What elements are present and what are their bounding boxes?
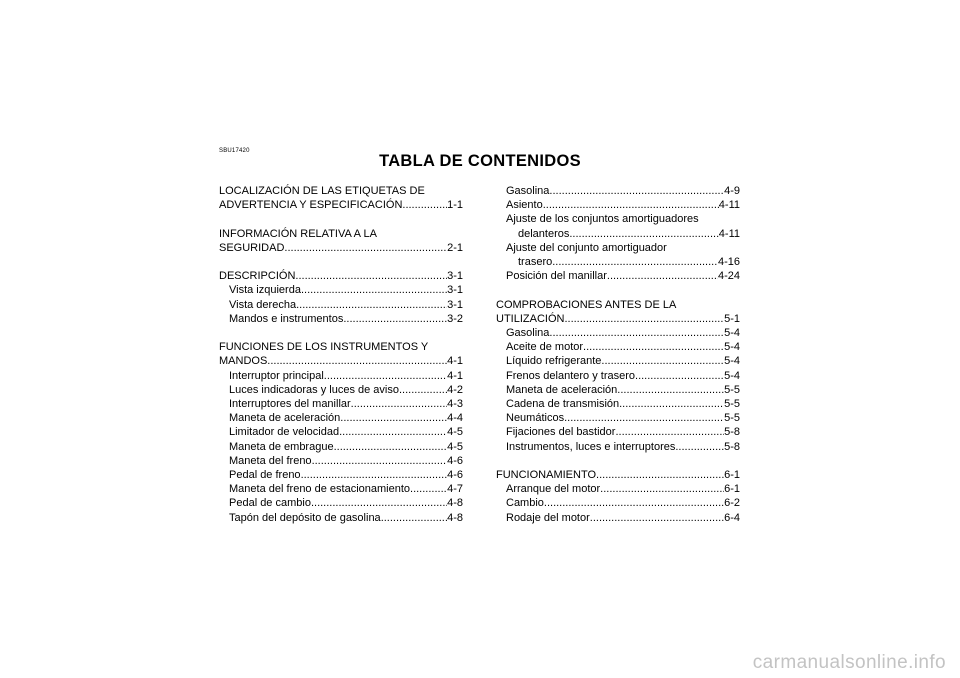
toc-line (219, 184, 463, 198)
toc-line (496, 397, 740, 411)
toc-dot-leader (552, 255, 718, 269)
toc-entry[interactable] (219, 369, 463, 383)
toc-line (219, 411, 463, 425)
toc-entry[interactable] (219, 411, 463, 425)
toc-dot-leader (312, 454, 448, 468)
toc-entry-title: Ajuste del conjunto amortiguador (506, 241, 667, 254)
toc-dot-leader (635, 369, 724, 383)
toc-dot-leader (564, 411, 724, 425)
toc-entry-title: Gasolina (506, 327, 550, 340)
toc-entry-title: Arranque del motor (506, 483, 601, 496)
toc-line (496, 511, 740, 525)
toc-dot-leader (617, 383, 724, 397)
toc-dot-leader (381, 511, 447, 525)
toc-dot-leader (410, 482, 447, 496)
toc-right-column (496, 184, 740, 525)
toc-entry-title: UTILIZACIÓN (496, 312, 565, 325)
toc-entry-title: Fijaciones del bastidor (506, 426, 616, 439)
toc-entry[interactable] (496, 326, 740, 340)
toc-dot-leader (343, 312, 447, 326)
toc-page-number: 3-2 (447, 312, 463, 325)
toc-entry[interactable] (496, 425, 740, 439)
toc-line (496, 411, 740, 425)
toc-entry[interactable] (496, 269, 740, 283)
toc-page-number: 4-5 (447, 440, 463, 453)
toc-line (219, 383, 463, 397)
toc-line (496, 212, 740, 226)
toc-line (496, 383, 740, 397)
toc-entry-title: delanteros (518, 227, 570, 240)
toc-dot-leader (590, 511, 724, 525)
toc-entry-title: Vista izquierda (229, 284, 301, 297)
toc-page-number: 4-8 (447, 511, 463, 524)
toc-page-number: 4-11 (718, 227, 740, 240)
toc-page-number: 4-16 (717, 256, 740, 269)
toc-line (219, 269, 463, 283)
toc-dot-leader (601, 354, 724, 368)
toc-page-number: 3-1 (447, 284, 463, 297)
toc-line (496, 184, 740, 198)
toc-line (219, 298, 463, 312)
toc-page-number: 5-4 (724, 355, 740, 368)
toc-entry-title: Cadena de transmisión (506, 398, 620, 411)
toc-entry[interactable] (219, 425, 463, 439)
toc-line (219, 227, 463, 241)
toc-line (496, 425, 740, 439)
toc-dot-leader (267, 354, 447, 368)
toc-page-number: 4-3 (447, 398, 463, 410)
toc-entry-title: Luces indicadoras y luces de aviso (229, 383, 399, 396)
toc-page-number: 6-1 (724, 483, 740, 496)
toc-entry[interactable] (219, 482, 463, 496)
toc-line (496, 227, 740, 241)
toc-page-number: 4-24 (717, 270, 740, 283)
toc-dot-leader (549, 184, 724, 198)
toc-entry-title: Rodaje del motor (506, 511, 590, 524)
toc-line (496, 354, 740, 368)
toc-entry-title: Maneta de embrague (229, 440, 334, 453)
toc-page-number: 3-1 (447, 298, 463, 311)
document-code: SBU17420 (219, 148, 250, 154)
toc-line (219, 440, 463, 454)
toc-entry-title: LOCALIZACIÓN DE LAS ETIQUETAS DE (219, 185, 425, 197)
toc-page-number: 4-4 (447, 412, 463, 425)
toc-entry-title: COMPROBACIONES ANTES DE LA (496, 298, 677, 311)
toc-entry[interactable] (219, 298, 463, 312)
toc-entry-title: INFORMACIÓN RELATIVA A LA (219, 227, 377, 240)
toc-dot-leader (619, 397, 724, 411)
toc-page-number: 4-9 (724, 185, 740, 197)
toc-entry-title: Posición del manillar (506, 270, 607, 283)
toc-page-number: 4-8 (447, 497, 463, 510)
toc-entry-title: Maneta de aceleración (229, 412, 341, 425)
toc-entry-title: Limitador de velocidad (229, 426, 340, 439)
toc-page-number: 1-1 (447, 199, 463, 212)
toc-dot-leader (295, 269, 447, 283)
toc-line (219, 283, 463, 297)
toc-entry-title: ADVERTENCIA Y ESPECIFICACIÓN (219, 199, 403, 212)
toc-entry[interactable] (496, 397, 740, 411)
toc-dot-leader (564, 312, 724, 326)
toc-page-number: 6-2 (724, 497, 740, 510)
toc-entry[interactable] (496, 184, 740, 198)
toc-entry[interactable] (496, 369, 740, 383)
toc-page-number: 5-5 (724, 383, 740, 396)
toc-entry[interactable] (496, 340, 740, 354)
toc-page-number: 4-1 (447, 355, 463, 368)
toc-entry-title: FUNCIONES DE LOS INSTRUMENTOS Y (219, 341, 429, 354)
toc-entry[interactable] (219, 184, 463, 212)
toc-line (496, 326, 740, 340)
toc-entry-title: Maneta del freno (229, 454, 312, 467)
toc-entry[interactable] (496, 411, 740, 425)
toc-line (219, 468, 463, 482)
toc-line (496, 241, 740, 255)
toc-entry-title: Ajuste de los conjuntos amortiguadores (506, 213, 699, 226)
toc-entry[interactable] (219, 283, 463, 297)
toc-entry[interactable] (496, 482, 740, 496)
toc-line (496, 482, 740, 496)
toc-dot-leader (549, 326, 724, 340)
toc-line (219, 198, 463, 212)
toc-line (496, 198, 740, 212)
toc-line (219, 397, 463, 411)
toc-dot-leader (583, 340, 724, 354)
toc-entry[interactable] (496, 298, 740, 326)
toc-entry[interactable] (496, 468, 740, 482)
toc-entry-title: Vista derecha (229, 298, 297, 311)
toc-entry[interactable] (219, 269, 463, 283)
toc-page-number: 4-11 (718, 199, 740, 212)
toc-entry[interactable] (219, 227, 463, 255)
toc-line (496, 496, 740, 510)
toc-dot-leader (284, 241, 447, 255)
toc-page-number: 5-8 (724, 426, 740, 439)
toc-line (219, 340, 463, 354)
toc-page-number: 5-5 (724, 398, 740, 411)
toc-line (496, 269, 740, 283)
toc-page-number: 5-8 (724, 440, 740, 453)
toc-entry-title: Maneta del freno de estacionamiento (229, 483, 411, 496)
toc-line (496, 369, 740, 383)
toc-dot-leader (311, 496, 447, 510)
toc-dot-leader (351, 397, 447, 411)
toc-entry[interactable] (219, 496, 463, 510)
toc-entry-title: DESCRIPCIÓN (219, 270, 296, 283)
toc-line (496, 255, 740, 269)
toc-dot-leader (543, 198, 719, 212)
toc-line (496, 298, 740, 312)
toc-page-number: 5-4 (724, 341, 740, 354)
toc-entry-title: Tapón del depósito de gasolina (229, 511, 381, 524)
toc-entry[interactable] (496, 354, 740, 368)
toc-page-number: 6-4 (724, 511, 740, 524)
toc-entry-title: Mandos e instrumentos (229, 312, 344, 325)
toc-entry[interactable] (496, 383, 740, 397)
toc-page-number: 5-4 (724, 369, 740, 382)
toc-dot-leader (324, 369, 447, 383)
toc-entry[interactable] (496, 440, 740, 454)
toc-entry[interactable] (496, 212, 740, 240)
toc-entry[interactable] (496, 511, 740, 525)
toc-dot-leader (340, 411, 447, 425)
toc-page-number: 4-6 (447, 469, 463, 482)
toc-entry[interactable] (219, 511, 463, 525)
toc-line (496, 312, 740, 326)
toc-entry-title: Asiento (506, 199, 543, 212)
toc-entry-title: Aceite de motor (506, 341, 584, 354)
toc-left-column (219, 184, 463, 525)
toc-page-number: 5-4 (724, 327, 740, 340)
toc-entry-title: MANDOS (219, 355, 268, 368)
toc-entry[interactable] (219, 312, 463, 326)
toc-page-number: 3-1 (447, 270, 463, 283)
toc-entry-title: Maneta de aceleración (506, 383, 618, 396)
toc-entry-title: Pedal de cambio (229, 497, 311, 510)
toc-dot-leader (596, 468, 724, 482)
toc-page-number: 4-7 (447, 483, 463, 496)
toc-entry-title: Interruptor principal (229, 369, 324, 382)
toc-dot-leader (339, 425, 447, 439)
toc-line (219, 354, 463, 368)
toc-line (219, 454, 463, 468)
toc-line (496, 468, 740, 482)
toc-entry[interactable] (219, 397, 463, 411)
toc-dot-leader (544, 496, 724, 510)
toc-entry[interactable] (219, 340, 463, 368)
toc-page-number: 6-1 (724, 469, 740, 482)
toc-entry[interactable] (219, 454, 463, 468)
toc-entry-title: Frenos delantero y trasero (506, 369, 636, 382)
toc-entry[interactable] (496, 241, 740, 269)
toc-page-number: 4-2 (447, 383, 463, 396)
toc-entry[interactable] (496, 198, 740, 212)
toc-dot-leader (296, 298, 447, 312)
toc-entry-title: FUNCIONAMIENTO (496, 469, 597, 482)
toc-entry[interactable] (219, 468, 463, 482)
toc-line (219, 511, 463, 525)
toc-entry-title: Instrumentos, luces e interruptores (506, 440, 676, 453)
toc-dot-leader (334, 440, 448, 454)
toc-entry[interactable] (219, 440, 463, 454)
toc-page-number: 4-6 (447, 454, 463, 467)
toc-entry-title: Gasolina (506, 185, 550, 197)
toc-entry-title: trasero (518, 256, 553, 269)
toc-dot-leader (607, 269, 718, 283)
toc-page-number: 4-1 (447, 369, 463, 382)
toc-line (219, 425, 463, 439)
toc-dot-leader (675, 440, 724, 454)
toc-page-number: 4-5 (447, 426, 463, 439)
toc-dot-leader (399, 383, 447, 397)
toc-line (219, 496, 463, 510)
toc-line (219, 241, 463, 255)
toc-page-number: 5-5 (724, 412, 740, 425)
page-title: TABLA DE CONTENIDOS (379, 152, 581, 170)
toc-dot-leader (402, 198, 447, 212)
toc-line (219, 369, 463, 383)
toc-page-number: 2-1 (447, 241, 463, 254)
toc-page-number: 5-1 (724, 312, 740, 325)
toc-entry-title: Interruptores del manillar (229, 398, 351, 410)
toc-entry-title: SEGURIDAD (219, 241, 285, 254)
toc-entry-title: Neumáticos (506, 412, 565, 425)
toc-dot-leader (615, 425, 724, 439)
toc-entry[interactable] (496, 496, 740, 510)
toc-entry-title: Pedal de freno (229, 469, 301, 482)
toc-dot-leader (569, 227, 718, 241)
toc-entry-title: Líquido refrigerante (506, 355, 602, 368)
watermark: carmanualsonline.info (752, 652, 946, 673)
toc-dot-leader (301, 283, 447, 297)
toc-line (219, 482, 463, 496)
toc-entry-title: Cambio (506, 497, 544, 510)
toc-line (219, 312, 463, 326)
toc-line (496, 340, 740, 354)
toc-dot-leader (600, 482, 724, 496)
toc-entry[interactable] (219, 383, 463, 397)
toc-line (496, 440, 740, 454)
toc-dot-leader (301, 468, 448, 482)
